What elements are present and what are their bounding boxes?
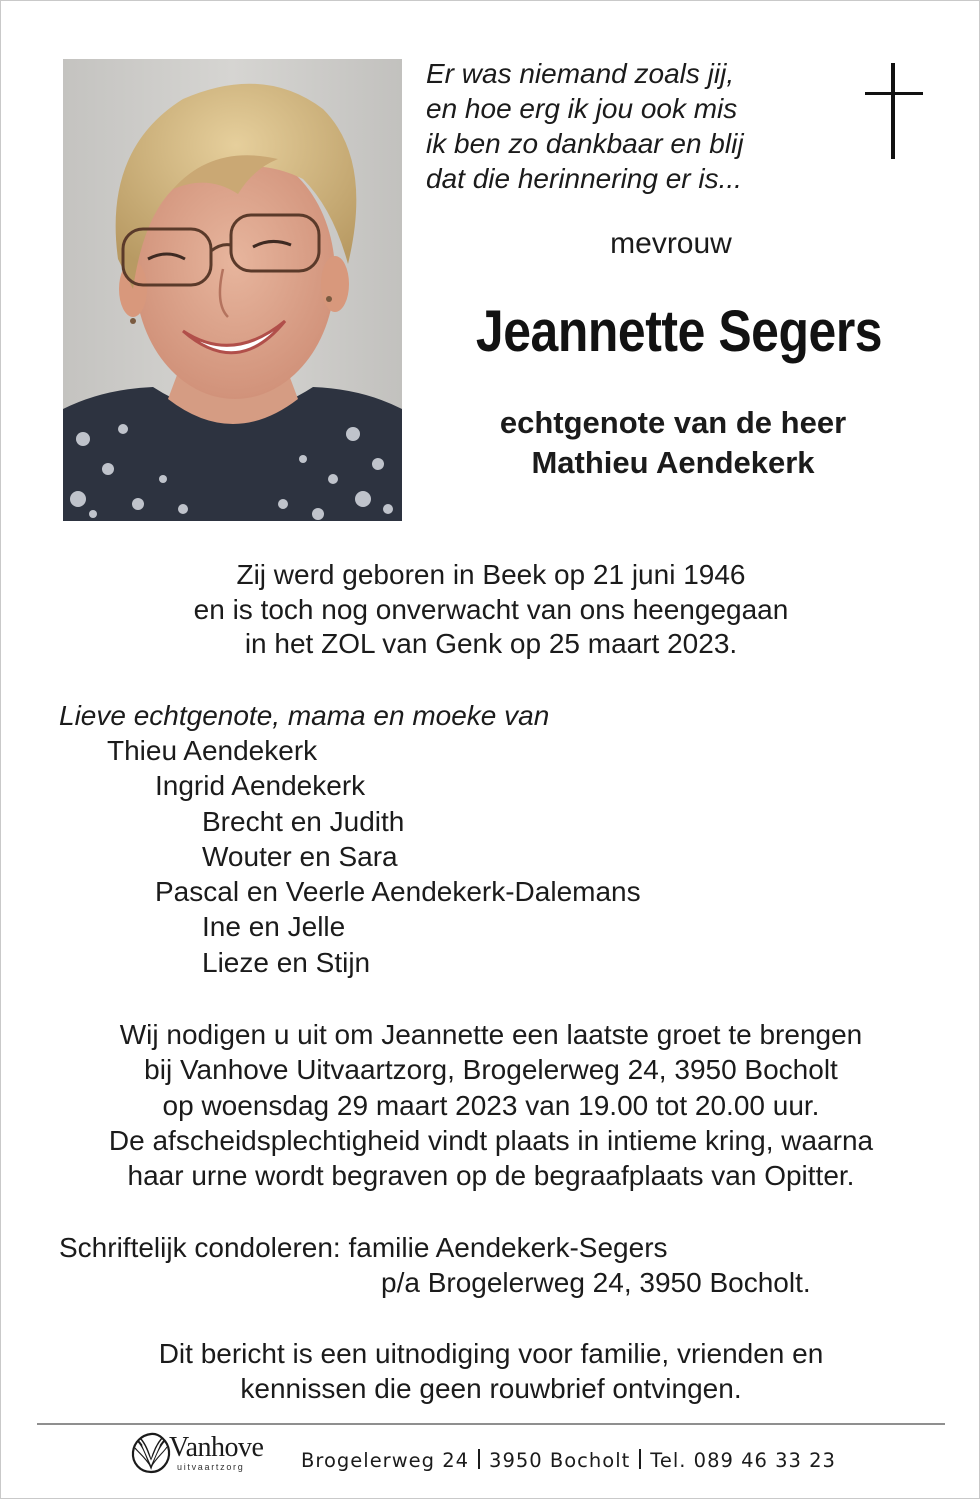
text-line: in het ZOL van Genk op 25 maart 2023. (244, 628, 738, 659)
deceased-name: Jeannette Segers (475, 299, 883, 364)
footer-divider (37, 1423, 945, 1425)
family-member: Thieu Aendekerk (107, 735, 318, 766)
text-line: Schriftelijk condoleren: familie Aendekerk-Segers (59, 1232, 668, 1263)
text-line: haar urne wordt begraven op de begraafplaats van Opitter. (127, 1160, 855, 1192)
family-list (1, 733, 641, 980)
text-line: en is toch nog onverwacht van ons heengegaan (193, 593, 789, 625)
logo-name: Vanhove (169, 1432, 264, 1463)
family-member: Brecht en Judith (202, 805, 405, 837)
family-member: Ingrid Aendekerk (155, 770, 366, 802)
text-line: De afscheidsplechtigheid vindt plaats in intieme kring, waarna (108, 1124, 874, 1156)
text-line: Dit bericht is een uitnodiging voor familie, vrienden en (158, 1338, 824, 1369)
salutation: mevrouw (610, 227, 732, 260)
birth-death-info (1, 558, 980, 662)
cross-icon (865, 63, 923, 161)
separator (478, 1449, 480, 1469)
poem-line: dat die herinnering er is... (426, 163, 742, 194)
text-line: bij Vanhove Uitvaartzorg, Brogelerweg 24, 3950 Bocholt (144, 1054, 838, 1086)
text-line: kennissen die geen rouwbrief ontvingen. (240, 1373, 742, 1404)
text-line: Zij werd geboren in Beek op 21 juni 1946 (236, 559, 746, 590)
family-member: Ine en Jelle (202, 911, 346, 943)
text-line: Wij nodigen u uit om Jeannette een laatste groet te brengen (119, 1019, 863, 1050)
condolence-address (59, 1230, 811, 1300)
poem-line: Er was niemand zoals jij, (426, 58, 735, 89)
family-member: Pascal en Veerle Aendekerk-Dalemans (155, 876, 641, 908)
spouse-line: Mathieu Aendekerk (531, 445, 815, 480)
footer-city: 3950 Bocholt (489, 1449, 631, 1472)
family-member: Wouter en Sara (202, 840, 398, 872)
text-line: p/a Brogelerweg 24, 3950 Bocholt. (381, 1267, 811, 1298)
memorial-poem (426, 56, 846, 196)
closing-note (1, 1336, 980, 1406)
logo-subtitle: uitvaartzorg (177, 1462, 245, 1472)
poem-line: ik ben zo dankbaar en blij (426, 128, 744, 159)
spouse-info (431, 403, 915, 483)
family-member: Lieze en Stijn (202, 946, 371, 978)
invitation-text (1, 1017, 980, 1193)
family-intro: Lieve echtgenote, mama en moeke van (59, 700, 550, 731)
poem-line: en hoe erg ik jou ook mis (426, 93, 738, 124)
text-line: op woensdag 29 maart 2023 van 19.00 tot 20.00 uur. (162, 1089, 820, 1121)
funeral-home-logo (129, 1431, 289, 1477)
footer-address: Brogelerweg 24 (301, 1449, 470, 1472)
footer-contact (301, 1449, 836, 1472)
logo-icon (129, 1431, 173, 1475)
portrait-photo (63, 59, 402, 521)
footer-phone: Tel. 089 46 33 23 (650, 1449, 836, 1472)
spouse-line: echtgenote van de heer (499, 405, 847, 440)
separator (639, 1449, 641, 1469)
